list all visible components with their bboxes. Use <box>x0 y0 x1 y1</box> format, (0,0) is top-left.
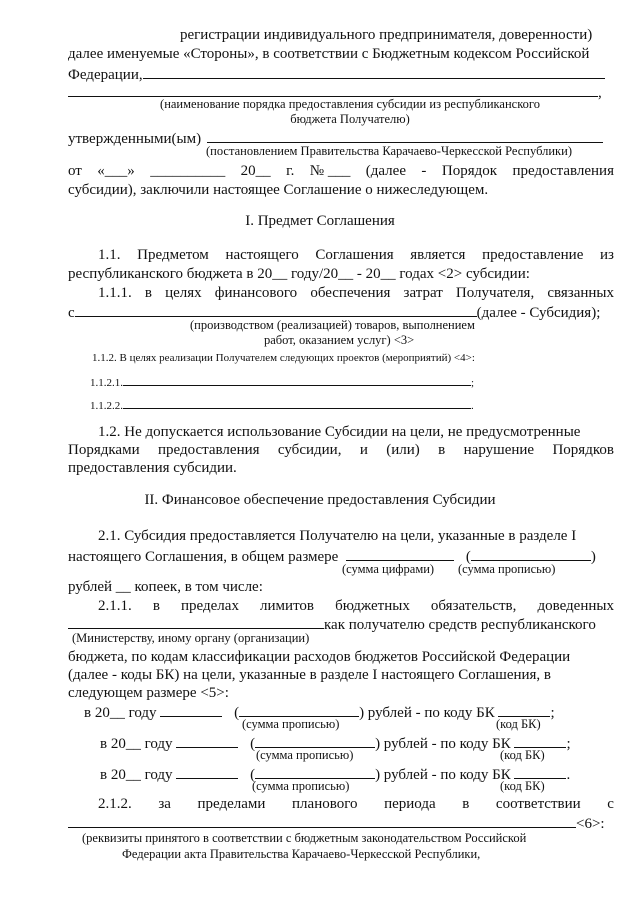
caption: (сумма прописью) <box>242 717 340 731</box>
amount-row: в 20__ году ( ) рублей - по коду БК . <box>100 764 570 784</box>
blank-field <box>176 764 238 779</box>
text-line: утвержденными(ым) <box>68 128 603 148</box>
text-line: 1.1.2. В целях реализации Получателем следующих проектов (мероприятий) <4>: <box>92 352 475 364</box>
text-line: с (далее - Субсидия); <box>68 302 600 322</box>
caption: (сумма прописью) <box>252 779 350 793</box>
caption: (код БК) <box>500 779 545 793</box>
blank-field <box>514 764 566 779</box>
text-line: 1.1. Предметом настоящего Соглашения является предоставление из <box>98 247 614 263</box>
blank-field <box>68 614 324 629</box>
blank-field <box>255 733 375 748</box>
text-line: 2.1. Субсидия предоставляется Получателю на цели, указанные в разделе I <box>98 528 577 544</box>
blank-field <box>239 702 359 717</box>
text-line: , <box>68 82 602 102</box>
caption: (сумма прописью) <box>256 748 354 762</box>
blank-field <box>160 702 222 717</box>
text-line: 1.1.1. в целях финансового обеспечения затрат Получателя, связанных <box>98 285 614 301</box>
caption: (код БК) <box>496 717 541 731</box>
blank-field <box>68 813 576 828</box>
amount-row: в 20__ году ( ) рублей - по коду БК ; <box>84 702 555 722</box>
text-line: как получателю средств республиканского <box>68 614 596 634</box>
caption: (постановлением Правительства Карачаево-Черкесской Республики) <box>206 144 572 158</box>
text-line: предоставления субсидии. <box>68 460 237 476</box>
caption: (наименование порядка предоставления субсидии из республиканского <box>160 97 540 111</box>
blank-field <box>123 374 471 386</box>
text-line: далее именуемые «Стороны», в соответствии с Бюджетным кодексом Российской <box>68 46 590 62</box>
amount-row: в 20__ году ( ) рублей - по коду БК ; <box>100 733 571 753</box>
text-line: 2.1.2. за пределами планового периода в соответствии с <box>98 796 614 812</box>
blank-field <box>514 733 566 748</box>
section-heading: II. Финансовое обеспечение предоставления Субсидии <box>144 492 496 508</box>
blank-field <box>143 64 605 79</box>
text-line: 1.2. Не допускается использование Субсидии на цели, не предусмотренные <box>98 424 581 440</box>
caption: (сумма цифрами) <box>342 562 435 576</box>
text-line: (далее - коды БК) на цели, указанные в разделе I настоящего Соглашения, в <box>68 667 552 683</box>
section-heading: I. Предмет Соглашения <box>245 213 395 229</box>
text-line: бюджета, по кодам классификации расходов бюджетов Российской Федерации <box>68 649 571 665</box>
caption: Федерации акта Правительства Карачаево-Черкесской Республики, <box>122 847 481 861</box>
text-line: регистрации индивидуального предпринимателя, доверенности) <box>180 27 593 43</box>
text-line: 2.1.1. в пределах лимитов бюджетных обязательств, доведенных <box>98 598 614 614</box>
text-line: рублей __ копеек, в том числе: <box>68 579 263 595</box>
blank-field <box>75 302 477 317</box>
blank-field <box>255 764 375 779</box>
text-line: Порядками предоставления субсидии, и (или) в нарушение Порядков <box>68 442 614 458</box>
caption: (сумма прописью) <box>458 562 556 576</box>
caption: работ, оказанием услуг) <3> <box>264 333 415 347</box>
text-line: следующем размере <5>: <box>68 685 229 701</box>
text-line: 1.1.2.2. . <box>90 397 474 413</box>
blank-field <box>176 733 238 748</box>
blank-field <box>207 128 603 143</box>
blank-field <box>68 82 598 97</box>
caption: (производством (реализацией) товаров, выполнением <box>190 318 475 332</box>
caption: бюджета Получателю) <box>290 112 410 126</box>
caption: (Министерству, иному органу (организации) <box>72 631 310 645</box>
text-line: настоящего Соглашения, в общем размере ( ) <box>68 546 596 566</box>
text-line: Федерации, <box>68 64 605 84</box>
caption: (код БК) <box>500 748 545 762</box>
text-line: республиканского бюджета в 20__ году/20__ - 20__ годах <2> субсидии: <box>68 266 530 282</box>
text-line: от «___» __________ 20__ г. № ___ (далее - Порядок предоставления <box>68 163 614 179</box>
blank-field <box>498 702 550 717</box>
text-line: субсидии), заключили настоящее Соглашение о нижеследующем. <box>68 182 489 198</box>
text-line: <6>: <box>68 813 605 833</box>
blank-field <box>471 546 591 561</box>
blank-field <box>346 546 454 561</box>
text-line: 1.1.2.1. ; <box>90 374 474 390</box>
blank-field <box>123 397 471 409</box>
caption: (реквизиты принятого в соответствии с бюджетным законодательством Российской <box>82 831 527 845</box>
